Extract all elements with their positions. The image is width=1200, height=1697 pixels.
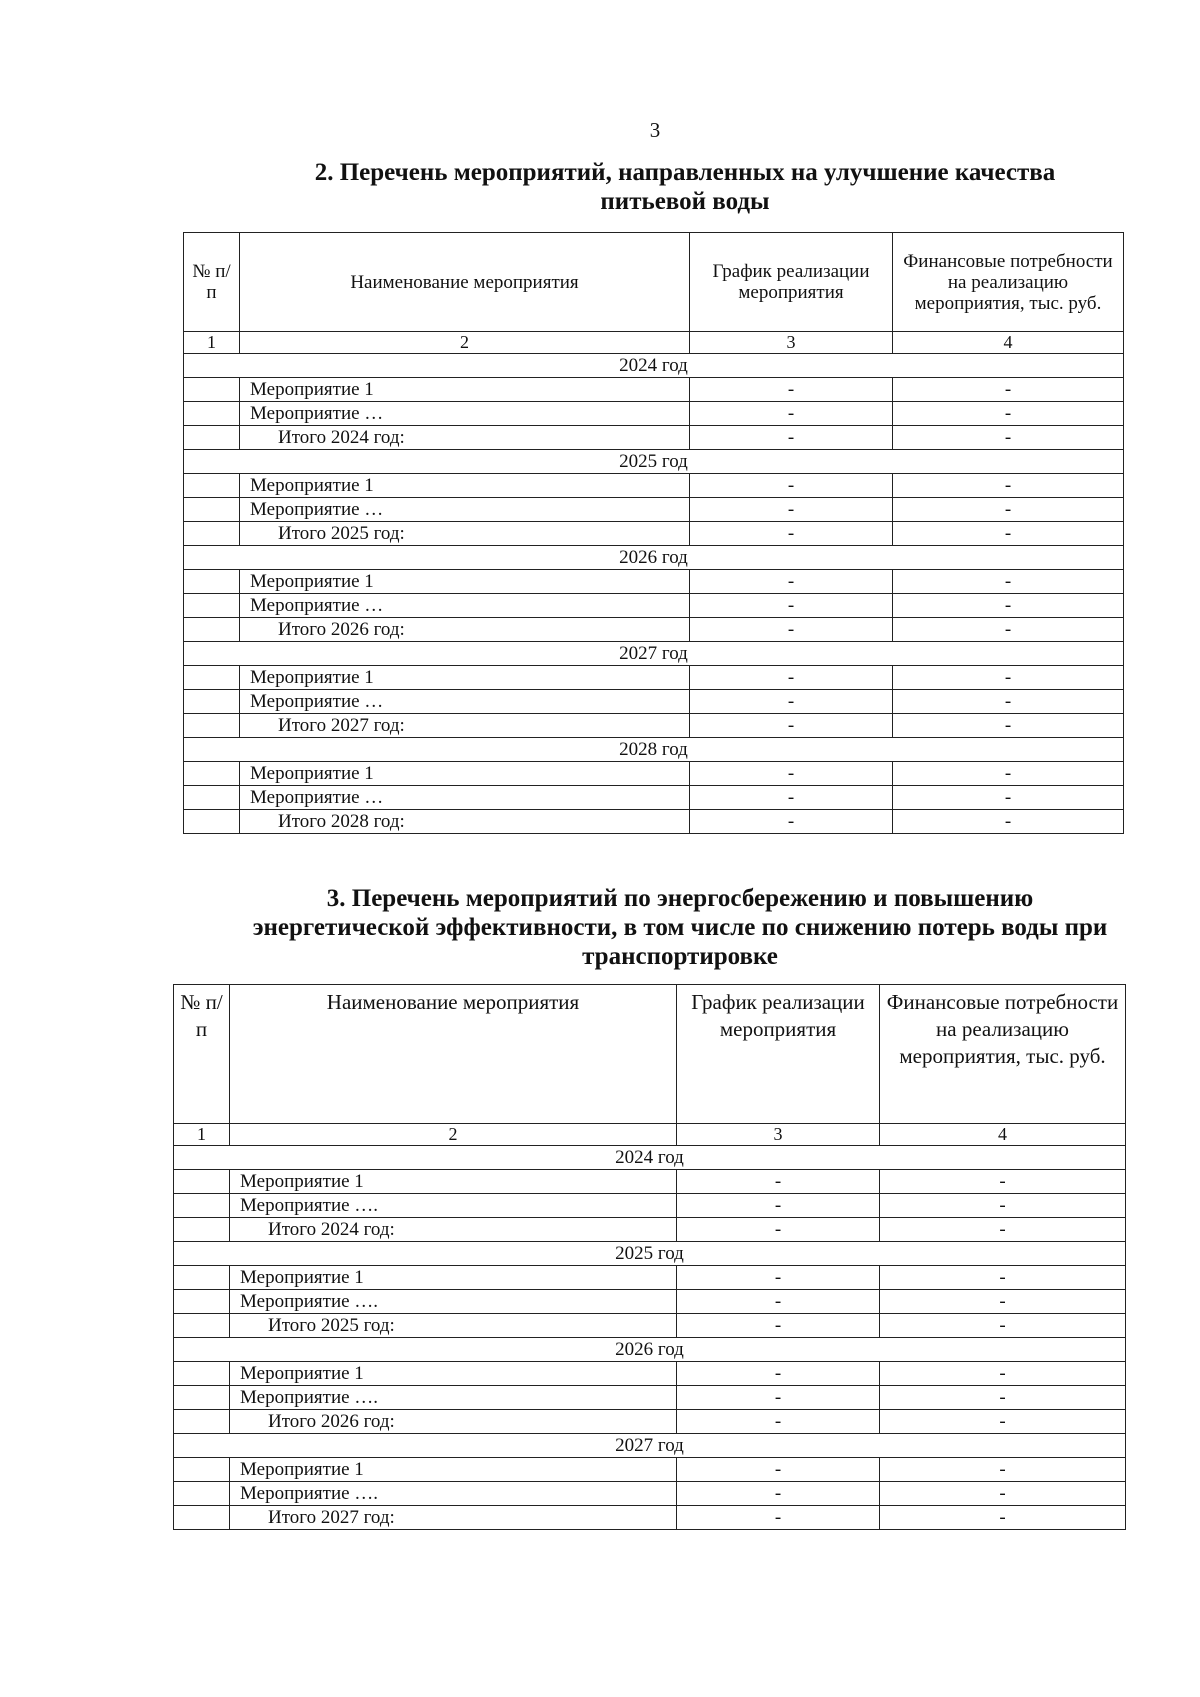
header-finance: Финансовые потребности на реализацию мероприятия, тыс. руб. <box>880 985 1126 1124</box>
col-number: 2 <box>240 332 690 354</box>
header-finance: Финансовые потребности на реализацию мероприятия, тыс. руб. <box>893 233 1124 332</box>
row-num-cell <box>174 1218 230 1242</box>
year-label: 2024 год <box>184 354 1124 378</box>
row-num-cell <box>174 1314 230 1338</box>
row-num-cell <box>184 714 240 738</box>
schedule-cell: - <box>677 1266 880 1290</box>
section-2-table <box>183 232 1124 834</box>
finance-cell: - <box>893 402 1124 426</box>
total-row <box>184 714 1124 738</box>
total-row <box>184 618 1124 642</box>
row-num-cell <box>174 1362 230 1386</box>
section-3-title: 3. Перечень мероприятий по энергосбережению и повышению энергетической эффективности, в том числе по снижению потерь воды при транспортировке <box>252 885 1108 970</box>
year-label: 2027 год <box>174 1434 1126 1458</box>
row-num-cell <box>174 1266 230 1290</box>
measure-name-cell: Итого 2028 год: <box>240 810 690 834</box>
total-row <box>174 1410 1126 1434</box>
year-row <box>184 738 1124 762</box>
row-num-cell <box>184 426 240 450</box>
finance-cell: - <box>880 1506 1126 1530</box>
schedule-cell: - <box>677 1410 880 1434</box>
schedule-cell: - <box>690 786 893 810</box>
total-row <box>184 810 1124 834</box>
measure-name-cell: Мероприятие … <box>240 498 690 522</box>
schedule-cell: - <box>677 1194 880 1218</box>
schedule-cell: - <box>690 666 893 690</box>
total-row <box>184 522 1124 546</box>
finance-cell: - <box>893 786 1124 810</box>
row-num-cell <box>174 1290 230 1314</box>
col-number: 4 <box>893 332 1124 354</box>
section-3-table-body <box>174 1146 1126 1530</box>
header-row <box>184 233 1124 332</box>
schedule-cell: - <box>690 810 893 834</box>
table-row <box>174 1386 1126 1410</box>
measure-name-cell: Мероприятие … <box>240 786 690 810</box>
finance-cell: - <box>880 1314 1126 1338</box>
table-row <box>174 1266 1126 1290</box>
finance-cell: - <box>880 1266 1126 1290</box>
year-label: 2028 год <box>184 738 1124 762</box>
schedule-cell: - <box>677 1482 880 1506</box>
table-row <box>184 498 1124 522</box>
finance-cell: - <box>880 1386 1126 1410</box>
year-row <box>184 450 1124 474</box>
year-row <box>174 1434 1126 1458</box>
measure-name-cell: Мероприятие 1 <box>240 762 690 786</box>
finance-cell: - <box>880 1362 1126 1386</box>
schedule-cell: - <box>677 1362 880 1386</box>
row-num-cell <box>174 1458 230 1482</box>
finance-cell: - <box>893 570 1124 594</box>
row-num-cell <box>174 1194 230 1218</box>
table-row <box>174 1458 1126 1482</box>
schedule-cell: - <box>677 1290 880 1314</box>
schedule-cell: - <box>690 402 893 426</box>
row-num-cell <box>184 498 240 522</box>
schedule-cell: - <box>677 1506 880 1530</box>
table-row <box>184 594 1124 618</box>
measure-name-cell: Мероприятие 1 <box>240 570 690 594</box>
row-num-cell <box>184 522 240 546</box>
row-num-cell <box>184 666 240 690</box>
row-num-cell <box>184 594 240 618</box>
finance-cell: - <box>893 690 1124 714</box>
column-number-row <box>184 332 1124 354</box>
schedule-cell: - <box>690 714 893 738</box>
row-num-cell <box>174 1506 230 1530</box>
year-label: 2026 год <box>184 546 1124 570</box>
measure-name-cell: Мероприятие … <box>240 402 690 426</box>
schedule-cell: - <box>677 1170 880 1194</box>
schedule-cell: - <box>690 570 893 594</box>
year-row <box>184 546 1124 570</box>
finance-cell: - <box>893 762 1124 786</box>
finance-cell: - <box>893 378 1124 402</box>
year-row <box>184 354 1124 378</box>
measure-name-cell: Мероприятие 1 <box>240 666 690 690</box>
schedule-cell: - <box>690 690 893 714</box>
table-row <box>184 474 1124 498</box>
schedule-cell: - <box>690 498 893 522</box>
finance-cell: - <box>880 1194 1126 1218</box>
schedule-cell: - <box>690 618 893 642</box>
year-row <box>184 642 1124 666</box>
table-row <box>174 1482 1126 1506</box>
measure-name-cell: Мероприятие 1 <box>230 1170 677 1194</box>
finance-cell: - <box>880 1218 1126 1242</box>
row-num-cell <box>174 1482 230 1506</box>
table-row <box>184 378 1124 402</box>
year-row <box>174 1146 1126 1170</box>
table-row <box>184 402 1124 426</box>
section-2-table-body <box>184 354 1124 834</box>
schedule-cell: - <box>677 1218 880 1242</box>
col-number: 2 <box>230 1124 677 1146</box>
row-num-cell <box>174 1386 230 1410</box>
table-row <box>174 1170 1126 1194</box>
page-number: 3 <box>649 118 661 142</box>
row-num-cell <box>174 1170 230 1194</box>
total-row <box>184 426 1124 450</box>
row-num-cell <box>184 402 240 426</box>
table-row <box>184 786 1124 810</box>
row-num-cell <box>184 618 240 642</box>
finance-cell: - <box>893 498 1124 522</box>
measure-name-cell: Мероприятие …. <box>230 1194 677 1218</box>
section-2-title: 2. Перечень мероприятий, направленных на улучшение качества питьевой воды <box>314 159 1056 215</box>
measure-name-cell: Итого 2025 год: <box>230 1314 677 1338</box>
row-num-cell <box>184 474 240 498</box>
schedule-cell: - <box>677 1386 880 1410</box>
measure-name-cell: Мероприятие 1 <box>240 474 690 498</box>
col-number: 1 <box>174 1124 230 1146</box>
schedule-cell: - <box>690 762 893 786</box>
year-row <box>174 1242 1126 1266</box>
section-3-table <box>173 984 1126 1530</box>
row-num-cell <box>184 762 240 786</box>
row-num-cell <box>184 690 240 714</box>
header-num: № п/п <box>174 985 230 1124</box>
total-row <box>174 1314 1126 1338</box>
measure-name-cell: Мероприятие …. <box>230 1482 677 1506</box>
schedule-cell: - <box>690 474 893 498</box>
header-schedule: График реализации мероприятия <box>677 985 880 1124</box>
measure-name-cell: Мероприятие 1 <box>230 1266 677 1290</box>
measure-name-cell: Мероприятие … <box>240 594 690 618</box>
measure-name-cell: Итого 2026 год: <box>230 1410 677 1434</box>
row-num-cell <box>184 570 240 594</box>
table-row <box>184 762 1124 786</box>
row-num-cell <box>184 378 240 402</box>
finance-cell: - <box>893 810 1124 834</box>
measure-name-cell: Мероприятие 1 <box>230 1458 677 1482</box>
measure-name-cell: Итого 2025 год: <box>240 522 690 546</box>
schedule-cell: - <box>690 522 893 546</box>
measure-name-cell: Мероприятие 1 <box>240 378 690 402</box>
row-num-cell <box>184 786 240 810</box>
col-number: 4 <box>880 1124 1126 1146</box>
table-row <box>184 666 1124 690</box>
year-label: 2026 год <box>174 1338 1126 1362</box>
finance-cell: - <box>880 1482 1126 1506</box>
table-row <box>184 570 1124 594</box>
schedule-cell: - <box>690 594 893 618</box>
measure-name-cell: Мероприятие … <box>240 690 690 714</box>
header-name: Наименование мероприятия <box>230 985 677 1124</box>
schedule-cell: - <box>677 1314 880 1338</box>
measure-name-cell: Мероприятие 1 <box>230 1362 677 1386</box>
col-number: 3 <box>690 332 893 354</box>
finance-cell: - <box>880 1170 1126 1194</box>
total-row <box>174 1506 1126 1530</box>
finance-cell: - <box>880 1458 1126 1482</box>
finance-cell: - <box>880 1290 1126 1314</box>
table-row <box>174 1362 1126 1386</box>
measure-name-cell: Итого 2024 год: <box>230 1218 677 1242</box>
measure-name-cell: Итого 2027 год: <box>230 1506 677 1530</box>
header-row <box>174 985 1126 1124</box>
table-row <box>184 690 1124 714</box>
schedule-cell: - <box>677 1458 880 1482</box>
measure-name-cell: Итого 2027 год: <box>240 714 690 738</box>
measure-name-cell: Итого 2026 год: <box>240 618 690 642</box>
finance-cell: - <box>893 522 1124 546</box>
year-label: 2027 год <box>184 642 1124 666</box>
row-num-cell <box>184 810 240 834</box>
finance-cell: - <box>880 1410 1126 1434</box>
table-row <box>174 1290 1126 1314</box>
finance-cell: - <box>893 426 1124 450</box>
column-number-row <box>174 1124 1126 1146</box>
schedule-cell: - <box>690 378 893 402</box>
header-num: № п/п <box>184 233 240 332</box>
finance-cell: - <box>893 474 1124 498</box>
year-label: 2025 год <box>184 450 1124 474</box>
col-number: 1 <box>184 332 240 354</box>
finance-cell: - <box>893 594 1124 618</box>
measure-name-cell: Мероприятие …. <box>230 1386 677 1410</box>
measure-name-cell: Итого 2024 год: <box>240 426 690 450</box>
col-number: 3 <box>677 1124 880 1146</box>
finance-cell: - <box>893 666 1124 690</box>
year-row <box>174 1338 1126 1362</box>
schedule-cell: - <box>690 426 893 450</box>
header-schedule: График реализации мероприятия <box>690 233 893 332</box>
measure-name-cell: Мероприятие …. <box>230 1290 677 1314</box>
table-row <box>174 1194 1126 1218</box>
year-label: 2025 год <box>174 1242 1126 1266</box>
finance-cell: - <box>893 714 1124 738</box>
total-row <box>174 1218 1126 1242</box>
year-label: 2024 год <box>174 1146 1126 1170</box>
header-name: Наименование мероприятия <box>240 233 690 332</box>
finance-cell: - <box>893 618 1124 642</box>
row-num-cell <box>174 1410 230 1434</box>
